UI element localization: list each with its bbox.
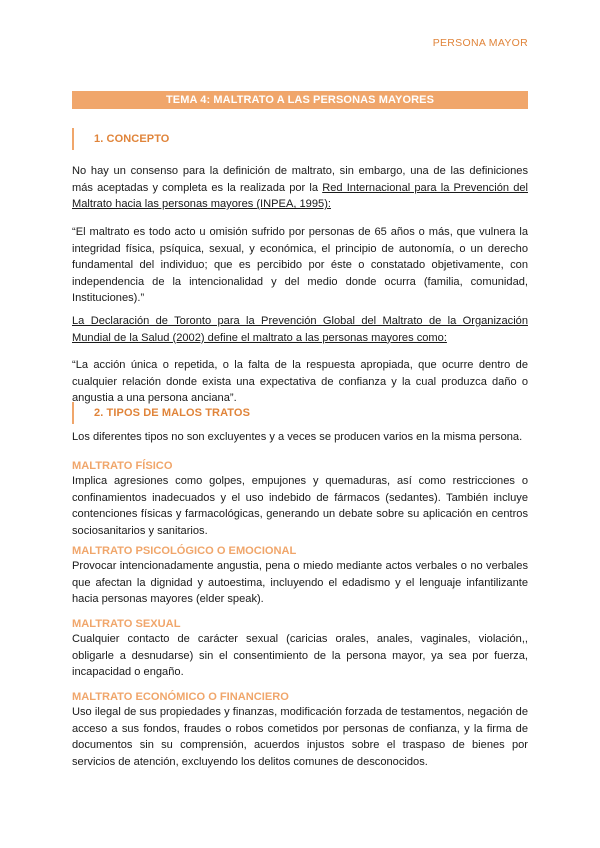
running-header: PERSONA MAYOR [432, 37, 528, 49]
paragraph-maltrato-economico: Uso ilegal de sus propiedades y finanzas, modificación forzada de testamentos, negación de acceso a sus fondos, fraudes o robos cometidos por personas de confianza, y la firma de documentos sin su comprensión, acuerdos injustos sobre el traspaso de bienes por servicios de atención, excluyendo los delitos comunes de desconocidos. [72, 706, 528, 768]
subheading-maltrato-psicologico: MALTRATO PSICOLÓGICO O EMOCIONAL [72, 545, 297, 557]
definition-quote-toronto: “La acción única o repetida, o la falta de la respuesta apropiada, que ocurre dentro de cualquier relación donde exista una expectativa de confianza y la cual produzca daño o angustia a una persona anciana”. [72, 359, 528, 404]
subheading-maltrato-fisico: MALTRATO FÍSICO [72, 460, 173, 472]
subheading-maltrato-sexual: MALTRATO SEXUAL [72, 618, 181, 630]
intro-text: No hay un consenso para la definición de maltrato, sin embargo, una de las definiciones más aceptadas y completa es la realizada por la [72, 165, 528, 194]
paragraph-maltrato-psicologico: Provocar intencionadamente angustia, pena o miedo mediante actos verbales o no verbales que afectan la dignidad y autoestima, incluyendo el edadismo y el lenguaje infantilizante hacia personas mayores (elder speak). [72, 560, 528, 605]
intro-paragraph [72, 163, 528, 213]
topic-banner: TEMA 4: MALTRATO A LAS PERSONAS MAYORES [72, 91, 528, 109]
section-heading-concepto: 1. CONCEPTO [72, 128, 528, 150]
toronto-declaration-paragraph [72, 313, 528, 346]
paragraph-maltrato-fisico: Implica agresiones como golpes, empujones y quemaduras, así como restricciones o confinamientos inadecuados y el uso indebido de fármacos (sedantes). También incluye contenciones físicas y farmacológicas, generando un debate sobre su aplicación en centros sociosanitarios y sanitarios. [72, 475, 528, 537]
toronto-reference: La Declaración de Toronto para la Prevención Global del Maltrato de la Organización Mundial de la Salud (2002) define el maltrato a las personas mayores como: [72, 315, 528, 344]
definition-quote-inpea: “El maltrato es todo acto u omisión sufrido por personas de 65 años o más, que vulnera la integridad física, psíquica, sexual, y económica, el principio de autonomía, o un derecho fundamental del individuo; que es percibido por éste o constatado objetivamente, con independencia de la intencionalidad y del medio donde ocurra (familia, comunidad, Instituciones).” [72, 226, 528, 304]
types-intro: Los diferentes tipos no son excluyentes y a veces se producen varios en la misma persona. [72, 431, 523, 443]
section-heading-tipos: 2. TIPOS DE MALOS TRATOS [72, 402, 528, 424]
paragraph-maltrato-sexual: Cualquier contacto de carácter sexual (caricias orales, anales, vaginales, violación,, obligarle a desnudarse) sin el consentimiento de la persona mayor, ya sea por fuerza, incapacidad o engaño. [72, 633, 528, 678]
subheading-maltrato-economico: MALTRATO ECONÓMICO O FINANCIERO [72, 691, 289, 703]
inpea-reference: Red Internacional para la Prevención del Maltrato hacia las personas mayores (INPEA, 1995): [72, 181, 528, 210]
